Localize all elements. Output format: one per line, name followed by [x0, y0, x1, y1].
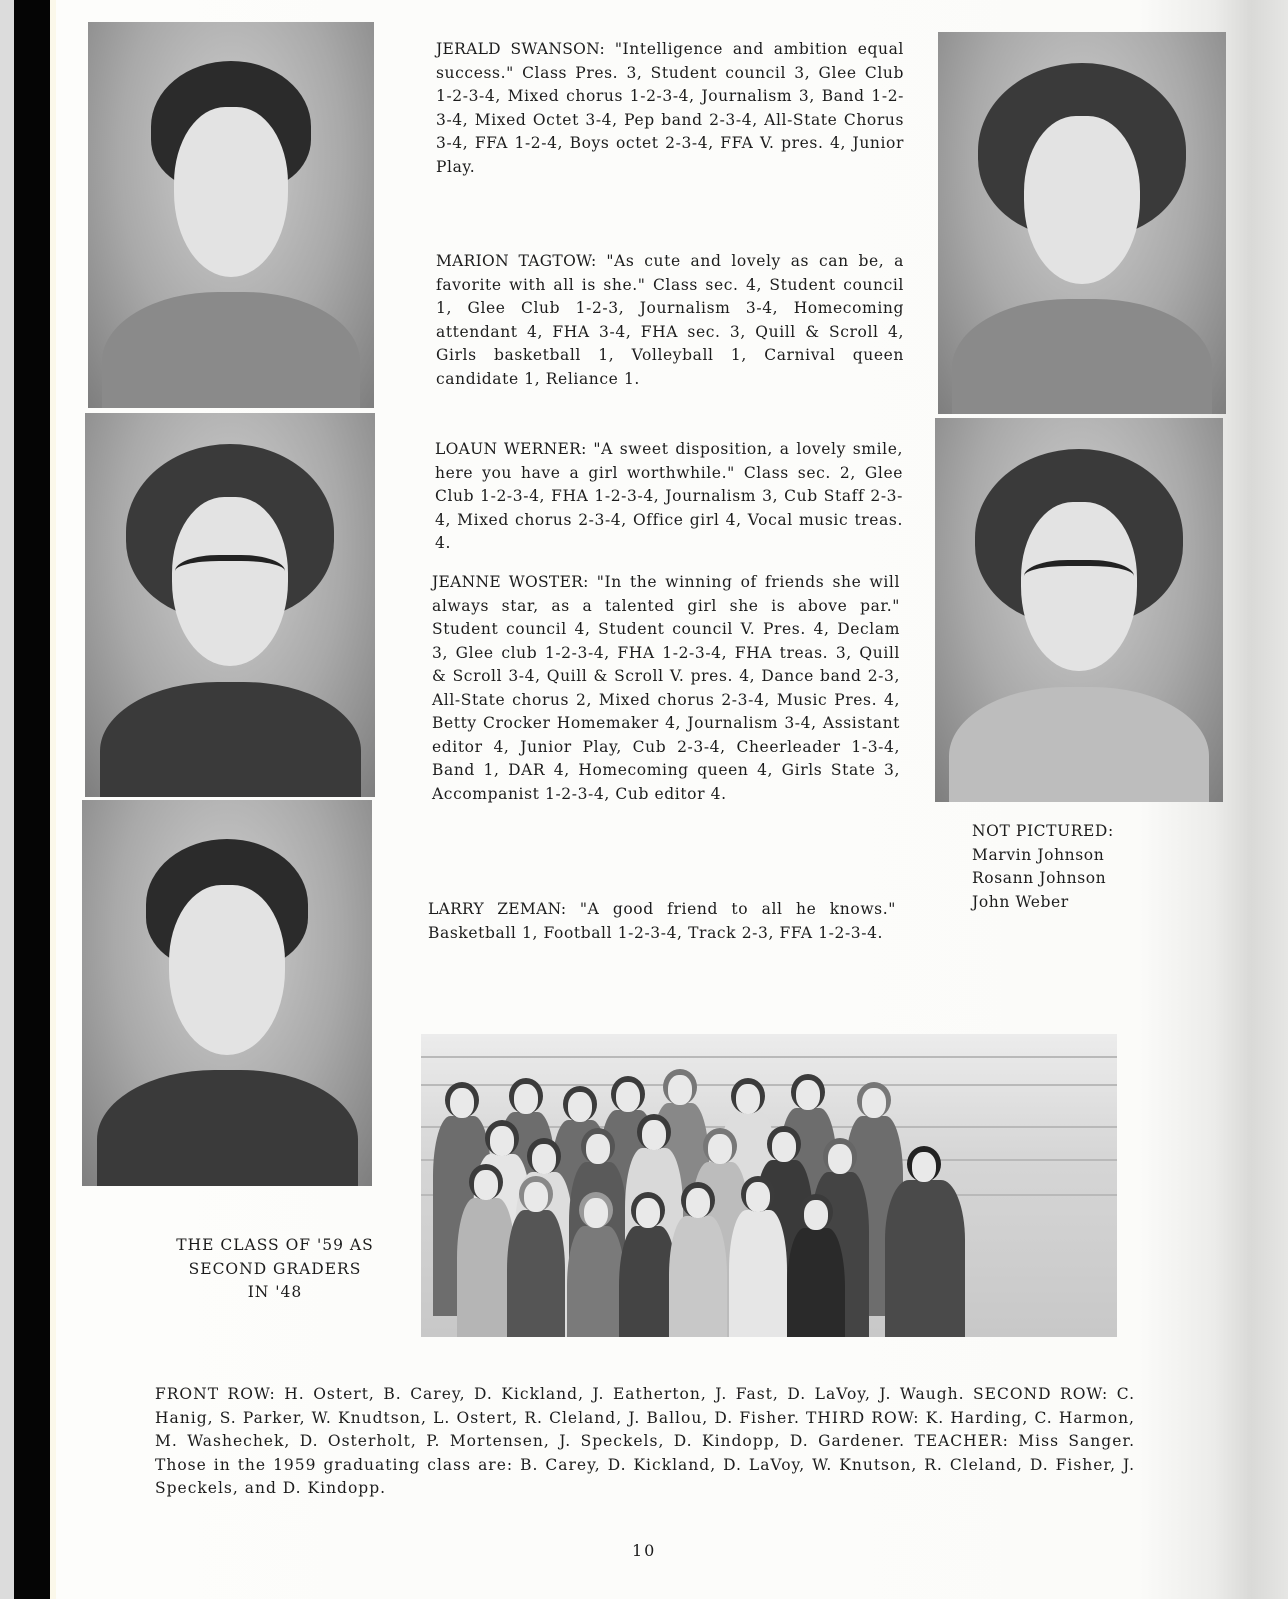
portrait-jerald-swanson [88, 22, 374, 408]
portrait-jeanne-woster [935, 418, 1223, 802]
student-name: JERALD SWANSON: [436, 40, 605, 58]
portrait-larry-zeman [82, 800, 372, 1186]
not-pictured-list [972, 820, 1114, 914]
not-pictured-name: Marvin Johnson [972, 845, 1105, 864]
class-group-photo [421, 1034, 1117, 1337]
class-photo-caption [150, 1234, 400, 1305]
caption-line: SECOND GRADERS [188, 1259, 362, 1278]
bio-jeanne-woster [432, 571, 900, 806]
glasses-icon [175, 555, 285, 596]
not-pictured-heading: NOT PICTURED: [972, 822, 1114, 840]
not-pictured-name: Rosann Johnson [972, 869, 1107, 887]
caption-line: IN '48 [247, 1283, 303, 1301]
book-spine [14, 0, 50, 1599]
portrait-loaun-werner [85, 413, 375, 797]
scan-background [0, 0, 14, 1599]
student-name: JEANNE WOSTER: [432, 573, 589, 591]
portrait-marion-tagtow [938, 32, 1226, 414]
student-name: LOAUN WERNER: [435, 440, 587, 458]
student-activities: "A good friend to all he knows." Basketball 1, Football 1-2-3-4, Track 2-3, FFA 1-2-3-4. [428, 900, 896, 942]
bio-marion-tagtow [436, 250, 904, 391]
bio-loaun-werner [435, 438, 903, 556]
student-activities: "A sweet disposition, a lovely smile, here you have a girl worthwhile." Class sec. 2, Glee Club 1-2-3-4, FHA 1-2-3-4, Journalism 3, Cub Staff 2-3-4, Mixed chorus 2-3-4, Office girl 4, Vocal music treas. 4. [435, 440, 903, 552]
student-activities: "In the winning of friends she will always star, as a talented girl she is above par." Student council 4, Student council V. Pres. 4, Declam 3, Glee club 1-2-3-4, FHA 1-2-3-4, FHA treas. 3, Quill & Scroll 3-4, Quill & Scroll V. pres. 4, Dance band 2-3, All-State chorus 2, Mixed chorus 2-3-4, Music Pres. 4, Betty Crocker Homemaker 4, Journalism 3-4, Assistant editor 4, Junior Play, Cub 2-3-4, Cheerleader 1-3-4, Band 1, DAR 4, Homecoming queen 4, Girls State 3, Accompanist 1-2-3-4, Cub editor 4. [432, 573, 901, 803]
page-number: 10 [632, 1541, 657, 1560]
student-name: LARRY ZEMAN: [428, 900, 567, 918]
student-activities: "As cute and lovely as can be, a favorite with all is she." Class sec. 4, Student council 1, Glee Club 1-2-3, Journalism 3-4, Homecoming attendant 4, FHA 3-4, FHA sec. 3, Quill & Scroll 4, Girls basketball 1, Volleyball 1, Carnival queen candidate 1, Reliance 1. [436, 252, 904, 388]
class-photo-description: FRONT ROW: H. Ostert, B. Carey, D. Kickland, J. Eatherton, J. Fast, D. LaVoy, J. Waugh. SECOND ROW: C. Hanig, S. Parker, W. Knudtson, L. Ostert, R. Cleland, J. Ballou, D. Fisher. THIRD ROW: K. Harding, C. Harmon, M. Washechek, D. Osterholt, P. Mortensen, J. Speckels, D. Kindopp, D. Gardener. TEACHER: Miss Sanger. Those in the 1959 graduating class are: B. Carey, D. Kickland, D. LaVoy, W. Knutson, R. Cleland, D. Fisher, J. Speckels, and D. Kindopp. [155, 1385, 1135, 1497]
caption-line: THE CLASS OF '59 AS [176, 1236, 374, 1254]
bio-jerald-swanson [436, 38, 904, 179]
glasses-icon [1024, 560, 1133, 601]
not-pictured-name: John Weber [972, 892, 1069, 911]
student-name: MARION TAGTOW: [436, 252, 597, 270]
bio-larry-zeman [428, 898, 896, 945]
student-activities: "Intelligence and ambition equal success." Class Pres. 3, Student council 3, Glee Club 1-2-3-4, Mixed chorus 1-2-3-4, Journalism 3, Band 1-2-3-4, Mixed Octet 3-4, Pep band 2-3-4, All-State Chorus 3-4, FFA 1-2-4, Boys octet 2-3-4, FFA V. pres. 4, Junior Play. [436, 40, 904, 176]
